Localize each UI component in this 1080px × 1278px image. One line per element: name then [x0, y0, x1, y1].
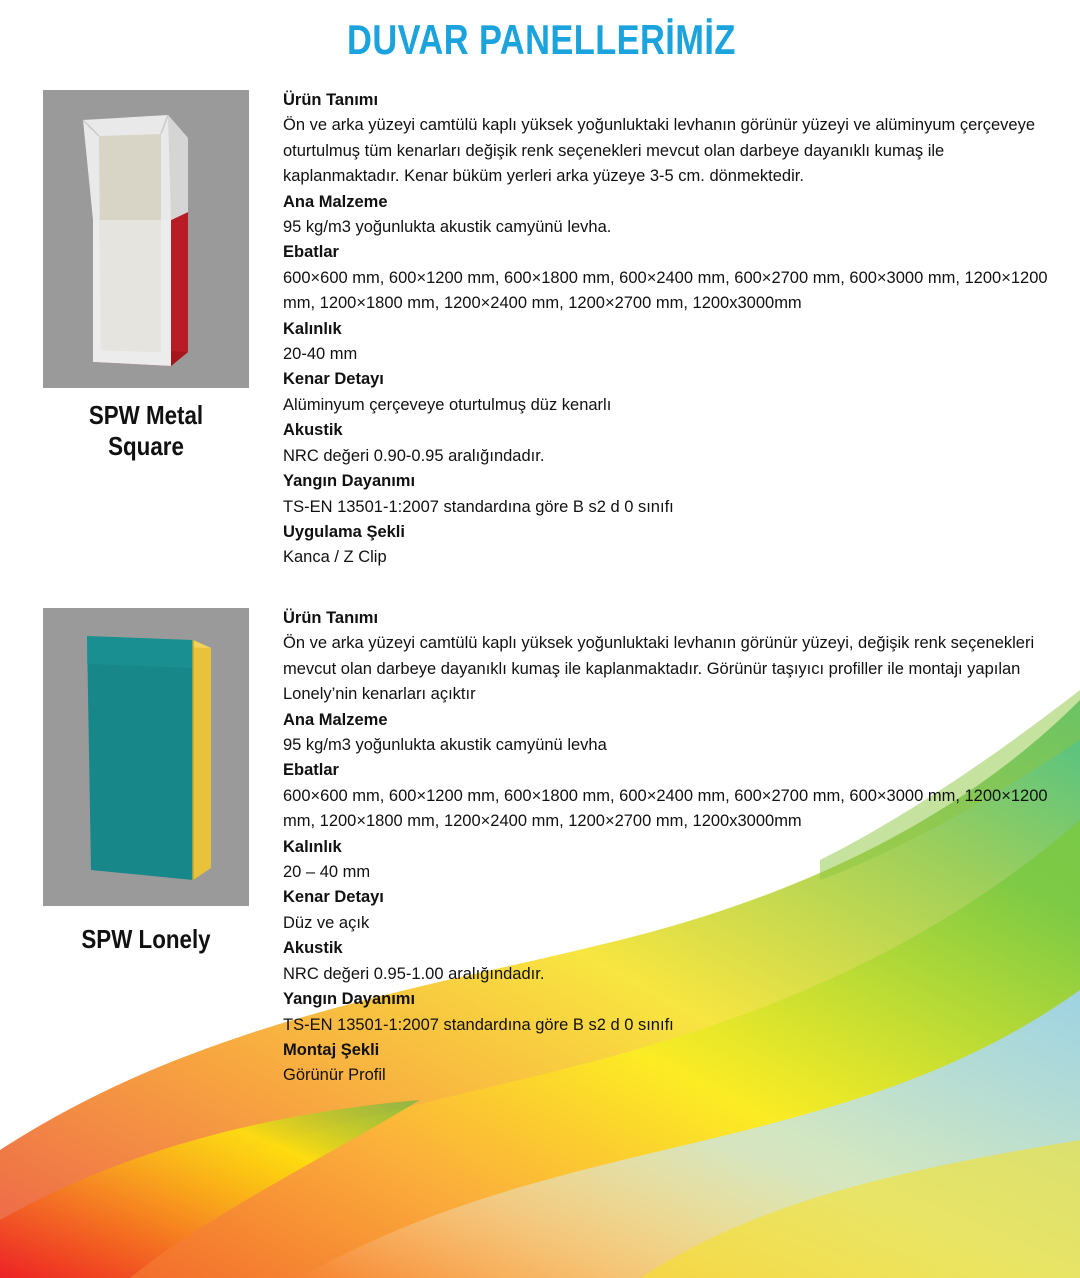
spec-value: NRC değeri 0.95-1.00 aralığındadır. — [283, 964, 545, 983]
spec-label: Akustik — [283, 421, 343, 440]
spec-value: 95 kg/m3 yoğunlukta akustik camyünü levha. — [283, 218, 612, 237]
spec-label: Yangın Dayanımı — [283, 990, 416, 1009]
spec-label: Ana Malzeme — [283, 710, 388, 729]
spec-label: Akustik — [283, 939, 343, 958]
spec-label: Ebatlar — [283, 243, 339, 262]
spec-label: Kalınlık — [283, 837, 342, 856]
spec-label: Kenar Detayı — [283, 888, 384, 907]
spec-value: Görünür Profil — [283, 1066, 386, 1085]
spec-label: Kenar Detayı — [283, 370, 384, 389]
product-name: SPW Lonely — [81, 924, 211, 954]
spec-value: TS-EN 13501-1:2007 standardına göre B s2 d 0 sınıfı — [283, 497, 674, 516]
spec-label: Ana Malzeme — [283, 192, 388, 211]
spec-value: 20-40 mm — [283, 345, 358, 364]
spec-label: Montaj Şekli — [283, 1040, 380, 1059]
spec-label: Uygulama Şekli — [283, 522, 405, 541]
spec-list — [283, 88, 1053, 571]
product-photo-lonely — [43, 608, 249, 906]
page-title: DUVAR PANELLERİMİZ — [347, 16, 736, 63]
spec-label: Ürün Tanımı — [283, 91, 379, 109]
spec-label: Yangın Dayanımı — [283, 472, 416, 491]
spec-value: Kanca / Z Clip — [283, 548, 387, 567]
spec-label: Ebatlar — [283, 761, 339, 780]
spec-value: NRC değeri 0.90-0.95 aralığındadır. — [283, 446, 545, 465]
spec-label: Ürün Tanımı — [283, 609, 379, 627]
spec-value: 600×600 mm, 600×1200 mm, 600×1800 mm, 600×2400 mm, 600×2700 mm, 600×3000 mm, 1200×1200 mm, 1200×1800 mm, 1200×2400 mm, 1200×2700 mm, 1200x3000mm — [283, 268, 1048, 313]
spec-value: TS-EN 13501-1:2007 standardına göre B s2 d 0 sınıfı — [283, 1015, 674, 1034]
spec-list — [283, 606, 1053, 1089]
spec-label: Kalınlık — [283, 319, 342, 338]
spec-value: Alüminyum çerçeveye oturtulmuş düz kenarlı — [283, 395, 612, 414]
spec-value: 20 – 40 mm — [283, 863, 371, 882]
product-photo-metal-square — [43, 90, 249, 388]
spec-value: 95 kg/m3 yoğunlukta akustik camyünü levha — [283, 736, 607, 755]
spec-value: Ön ve arka yüzeyi camtülü kaplı yüksek yoğunluktaki levhanın görünür yüzeyi ve alüminyum çerçeveye oturtulmuş tüm kenarları değişik renk seçenekleri mevcut olan darbeye dayanıklı kumaş ile kaplanmaktadır. Kenar büküm yerleri arka yüzeye 3-5 cm. dönmektedir. — [283, 116, 1036, 186]
spec-value: Ön ve arka yüzeyi camtülü kaplı yüksek yoğunluktaki levhanın görünür yüzeyi, değişik renk seçenekleri mevcut olan darbeye dayanıklı kumaş ile kaplanmaktadır. Görünür taşıyıcı profiller ile montajı yapılan Lonely’nin kenarları açıktır — [283, 634, 1035, 704]
product-name: SPW Metal Square — [88, 400, 204, 461]
spec-value: 600×600 mm, 600×1200 mm, 600×1800 mm, 600×2400 mm, 600×2700 mm, 600×3000 mm, 1200×1200 mm, 1200×1800 mm, 1200×2400 mm, 1200×2700 mm, 1200x3000mm — [283, 786, 1048, 831]
spec-value: Düz ve açık — [283, 913, 370, 932]
